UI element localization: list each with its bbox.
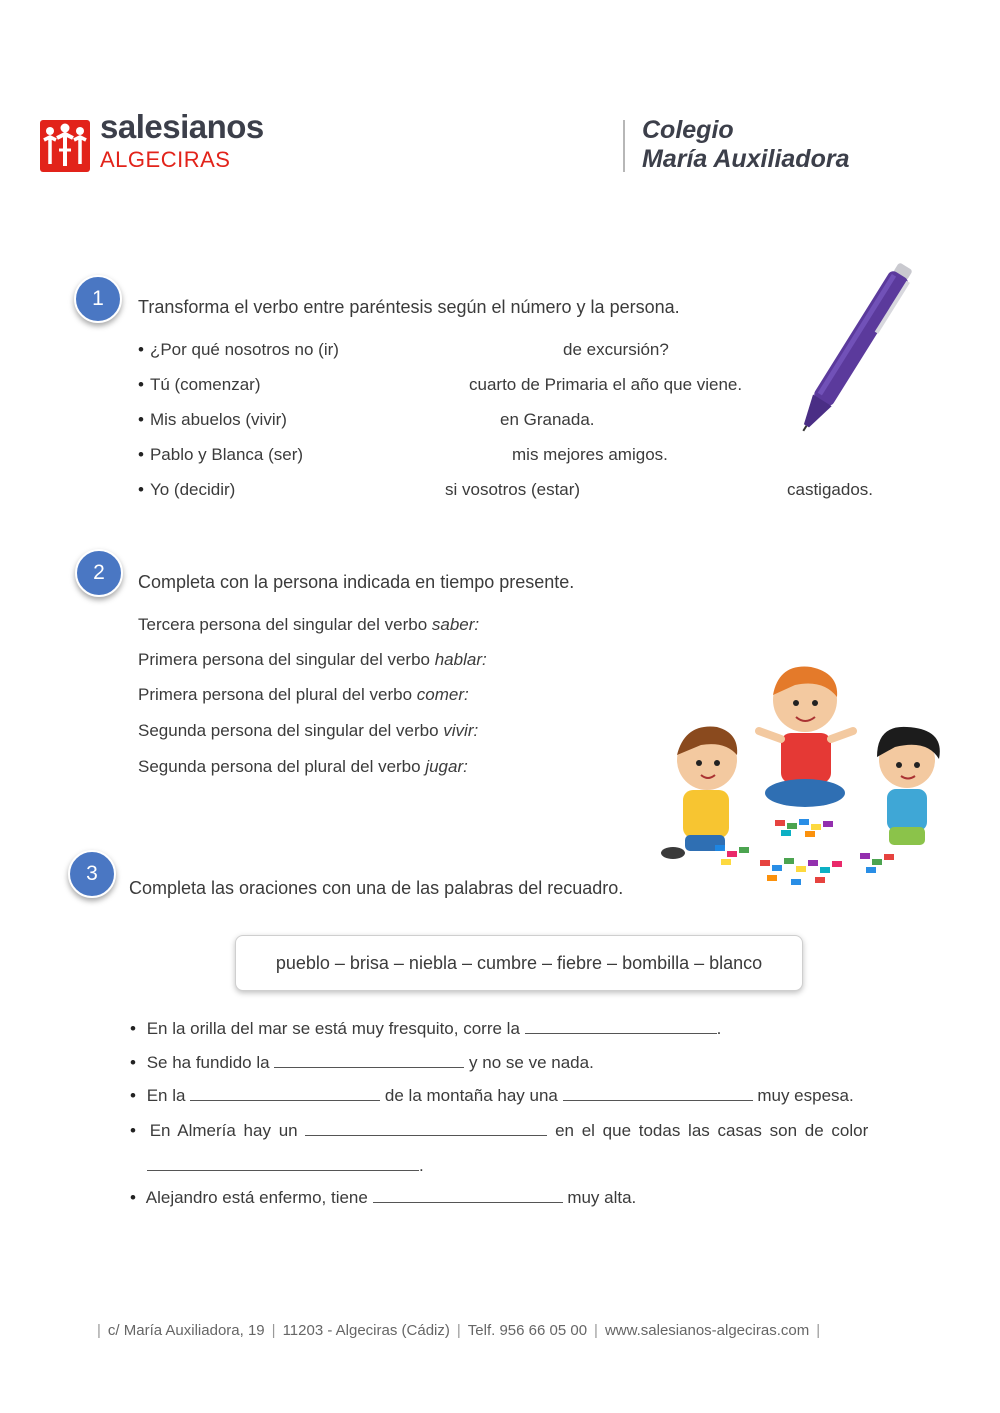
header-divider [623, 120, 625, 172]
s1-item-5-prompt: • Yo (decidir) [138, 480, 235, 500]
answer-blank[interactable] [563, 1099, 753, 1101]
answer-blank[interactable] [373, 1201, 563, 1203]
footer-phone: Telf. 956 66 05 00 [467, 1322, 588, 1339]
s3-sentence-2: • Se ha fundido la y no se ve nada. [130, 1053, 594, 1073]
word-box-text: pueblo – brisa – niebla – cumbre – fiebre – bombilla – blanco [275, 953, 763, 973]
s1-item-5-middle: si vosotros (estar) [445, 480, 581, 499]
answer-blank[interactable] [305, 1134, 547, 1136]
s1-item-3-tail: en Granada. [500, 410, 595, 429]
s2-item-1: Tercera persona del singular del verbo saber: [138, 615, 480, 634]
footer-address: c/ María Auxiliadora, 19 [107, 1322, 265, 1339]
s2-item-2: Primera persona del singular del verbo hablar: [138, 650, 487, 669]
section-3-instruction: Completa las oraciones con una de las palabras del recuadro. [129, 878, 624, 898]
word-box [235, 935, 803, 991]
s2-item-5: Segunda persona del plural del verbo jugar: [138, 757, 468, 776]
s2-item-3: Primera persona del plural del verbo comer: [138, 685, 469, 704]
section-2-instruction: Completa con la persona indicada en tiempo presente. [138, 572, 575, 592]
s3-sentence-4: • En Almería hay un en el que todas las casas son de color [130, 1121, 868, 1141]
s1-item-2-prompt: • Tú (comenzar) [138, 375, 260, 395]
footer-postal: 11203 - Algeciras (Cádiz) [282, 1322, 450, 1339]
s3-sentence-5: • Alejandro está enfermo, tiene muy alta. [130, 1188, 636, 1208]
s1-item-1-tail: de excursión? [563, 340, 669, 359]
s1-item-4-tail: mis mejores amigos. [512, 445, 668, 464]
s1-item-5-tail: castigados. [787, 480, 873, 499]
answer-blank[interactable] [147, 1169, 419, 1171]
s1-item-4-prompt: • Pablo y Blanca (ser) [138, 445, 303, 465]
answer-blank[interactable] [525, 1032, 717, 1034]
answer-blank[interactable] [274, 1066, 464, 1068]
children-playing-illustration [655, 655, 955, 920]
section-2-badge: 2 [75, 549, 123, 597]
footer-web-link[interactable]: www.salesianos-algeciras.com [604, 1322, 810, 1339]
brand-name: salesianos [100, 108, 264, 145]
s3-sentence-1: • En la orilla del mar se está muy fresquito, corre la . [130, 1019, 721, 1039]
s1-item-2-tail: cuarto de Primaria el año que viene. [469, 375, 743, 394]
school-name [642, 116, 849, 174]
section-1-instruction: Transforma el verbo entre paréntesis según el número y la persona. [138, 297, 680, 317]
s1-item-1-prompt: • ¿Por qué nosotros no (ir) [138, 340, 339, 360]
section-1-badge: 1 [74, 275, 122, 323]
s3-sentence-3: • En la de la montaña hay una muy espesa. [130, 1086, 854, 1106]
school-line-1: Colegio [642, 116, 734, 144]
brand-city: ALGECIRAS [100, 147, 231, 172]
s1-item-3-prompt: • Mis abuelos (vivir) [138, 410, 287, 430]
s3-sentence-4-continuation: . [147, 1156, 424, 1176]
answer-blank[interactable] [190, 1099, 380, 1101]
section-3-badge: 3 [68, 850, 116, 898]
school-line-2: María Auxiliadora [642, 145, 850, 173]
salesianos-logo-icon [40, 120, 90, 172]
footer: | c/ María Auxiliadora, 19 | 11203 - Algeciras (Cádiz) | Telf. 956 66 05 00 | www.salesianos-algeciras.com | [97, 1322, 821, 1339]
pen-illustration [780, 250, 930, 455]
s2-item-4: Segunda persona del singular del verbo vivir: [138, 721, 479, 740]
